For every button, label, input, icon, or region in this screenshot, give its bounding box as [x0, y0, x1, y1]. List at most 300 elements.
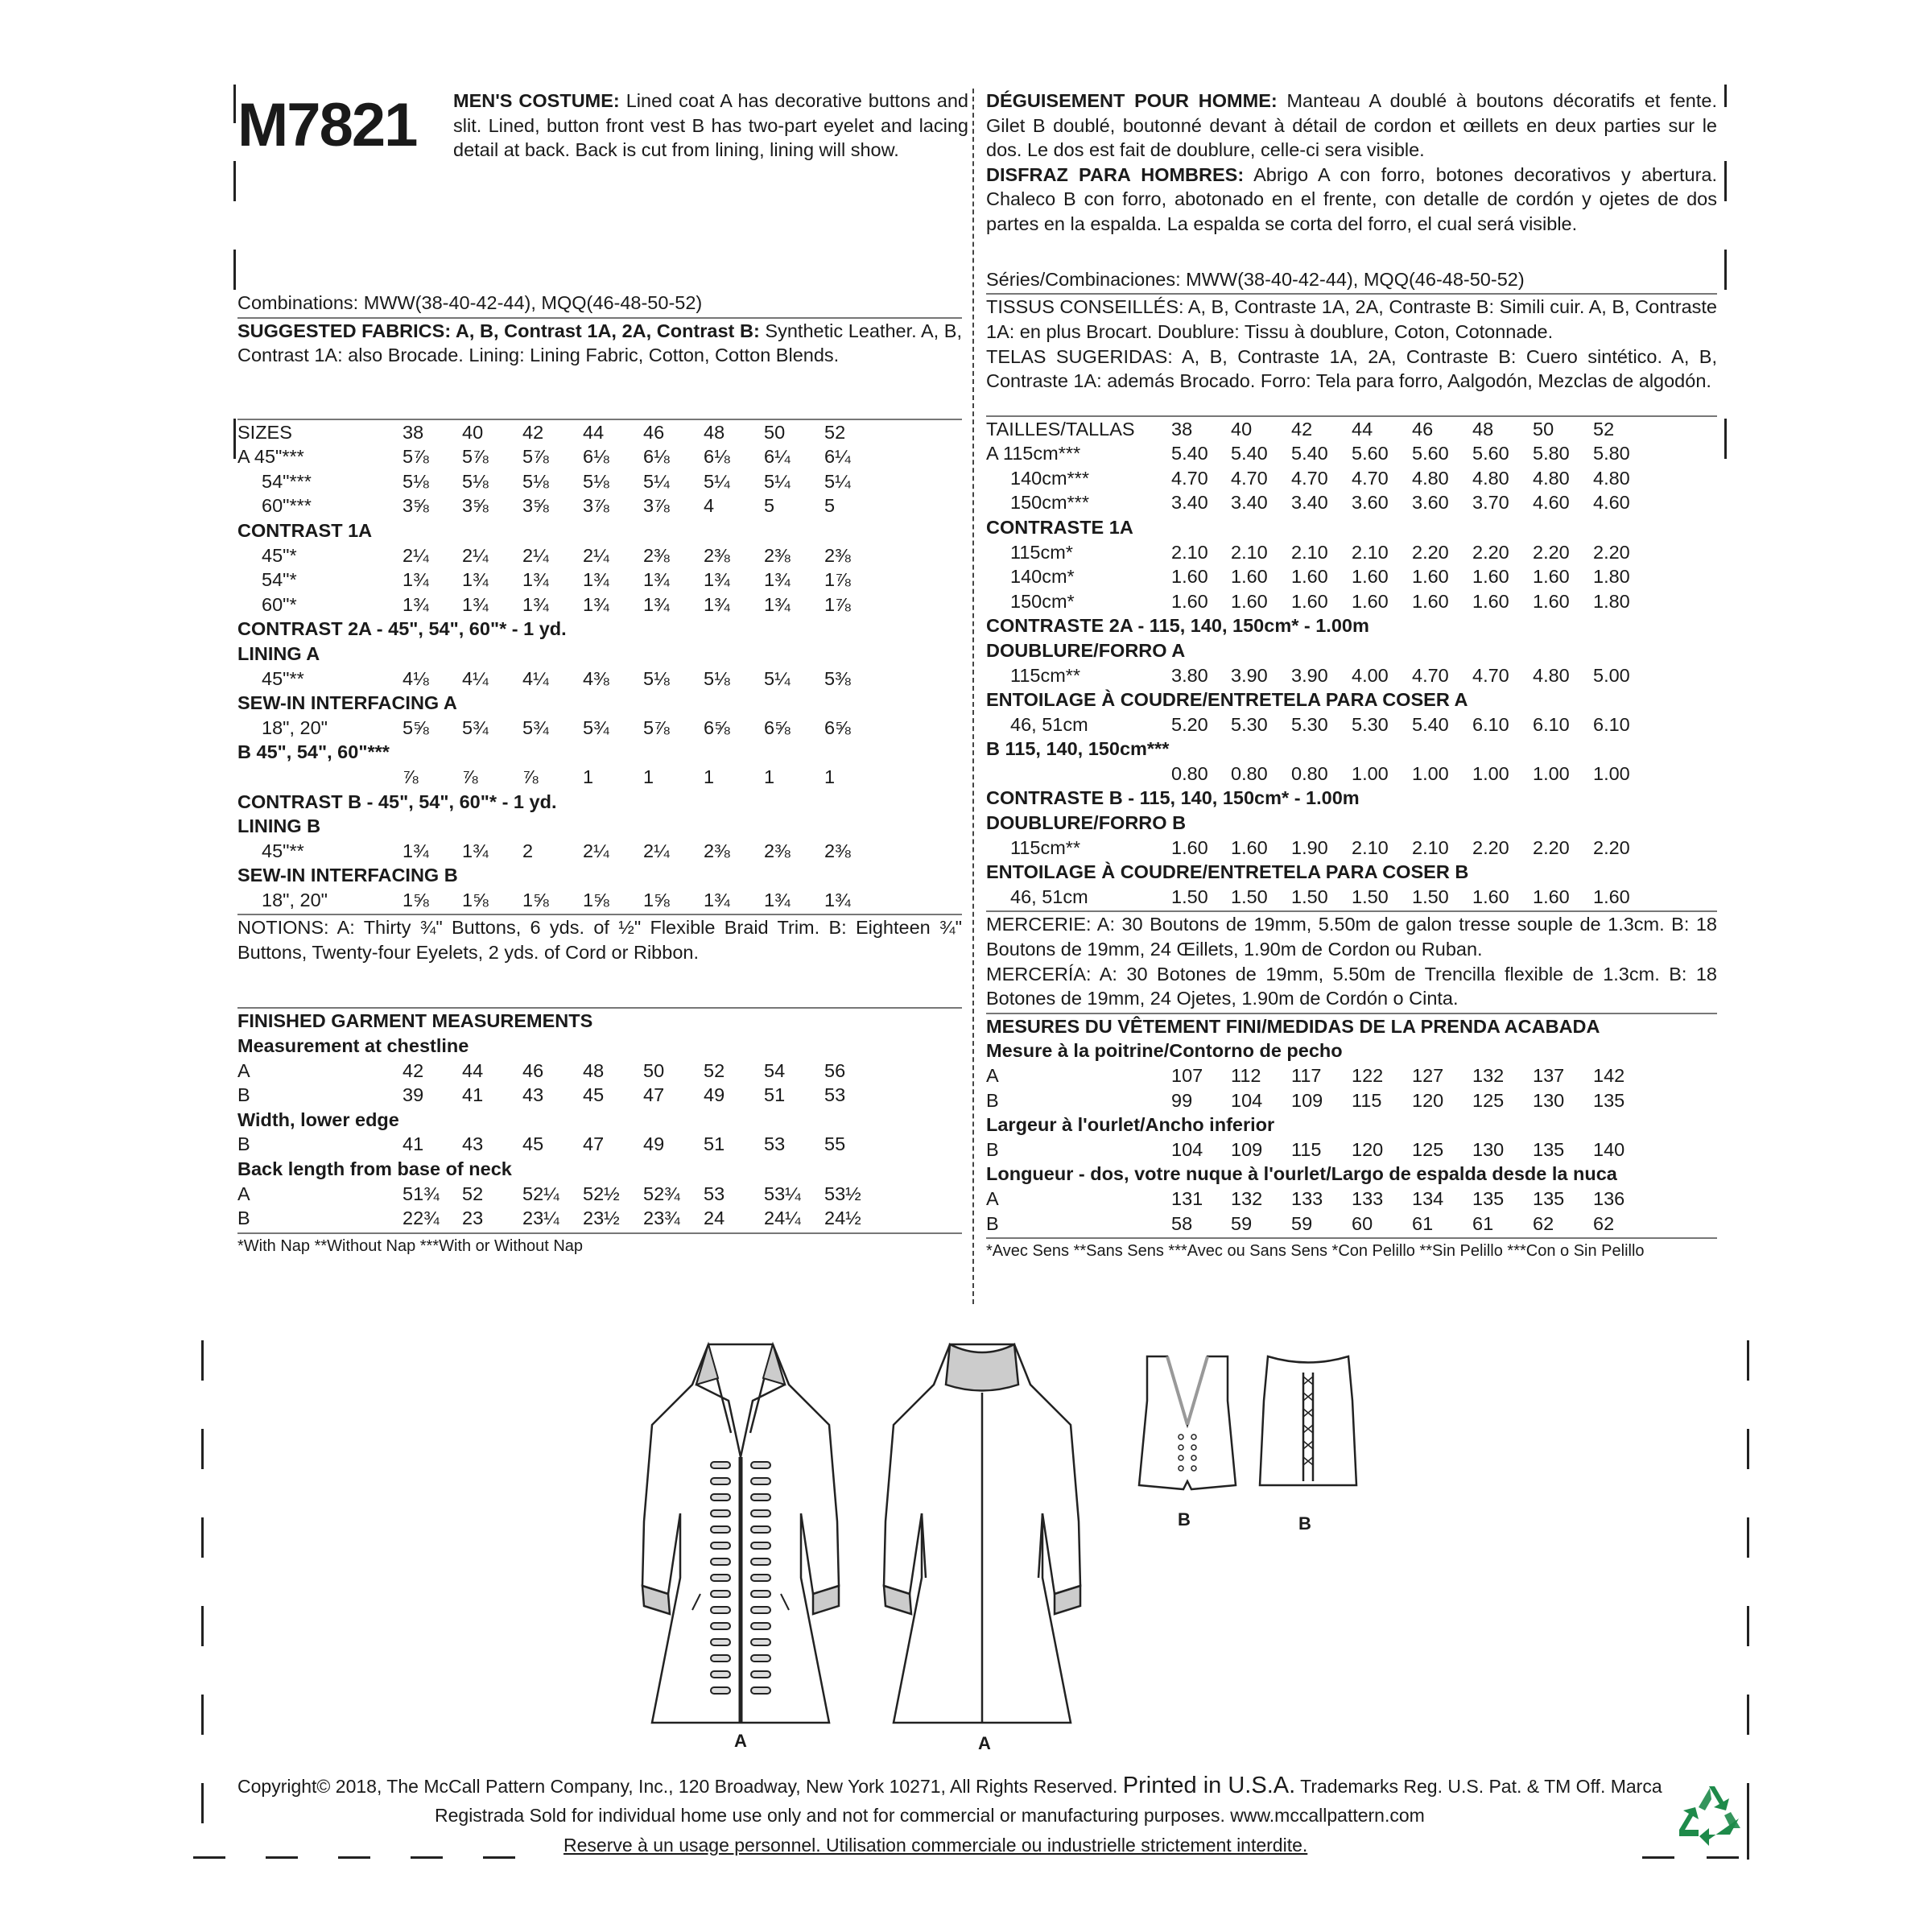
- cell-value: 5.30: [1291, 713, 1328, 735]
- cell-value: 24¼: [764, 1208, 801, 1229]
- cell-value: 1¾: [764, 593, 791, 615]
- cell-value: 1¾: [704, 569, 730, 591]
- header-size: 38: [1171, 418, 1193, 440]
- cell-value: 5¼: [764, 470, 791, 492]
- nap-note-fr: *Avec Sens **Sans Sens ***Avec ou Sans Sens *Con Pelillo **Sin Pelillo ***Con o Sin Pelillo: [986, 1242, 1645, 1261]
- french-use-line: Reserve à un usage personnel. Utilisation commerciale ou industrielle strictement interdite.: [564, 1835, 1308, 1856]
- row-label: 54"*: [262, 569, 297, 591]
- french-spanish-column: [986, 89, 1717, 1264]
- cell-value: 3⅞: [583, 495, 609, 517]
- cell-value: ⅞: [462, 766, 478, 787]
- row-label: CONTRAST 2A - 45", 54", 60"* - 1 yd.: [237, 618, 567, 640]
- cell-value: 5¾: [522, 716, 549, 738]
- cell-value: 5⅛: [462, 470, 489, 492]
- cell-value: 2⅜: [824, 544, 851, 566]
- cell-value: 24½: [824, 1208, 861, 1229]
- cell-value: 109: [1291, 1089, 1323, 1111]
- cell-value: 132: [1231, 1187, 1263, 1209]
- table-row: [237, 863, 962, 888]
- cell-value: 56: [824, 1059, 846, 1081]
- cell-value: 2.20: [1472, 541, 1509, 563]
- intro-english: MEN'S COSTUME: Lined coat A has decorative buttons and slit. Lined, button front vest B has two-part eyelet and lacing detail at back. Back is cut from lining, lining will show.: [453, 90, 969, 161]
- row-label: 115cm**: [1010, 836, 1081, 858]
- cell-value: 1.50: [1171, 886, 1208, 907]
- cell-value: 4.70: [1231, 467, 1268, 489]
- cell-value: 122: [1352, 1065, 1384, 1086]
- cell-value: 45: [522, 1133, 544, 1155]
- cell-value: 2⅜: [824, 840, 851, 861]
- cell-value: 1: [583, 766, 594, 787]
- cell-value: 2⅜: [764, 840, 791, 861]
- table-row: [237, 592, 962, 617]
- cell-value: 3⅝: [522, 495, 549, 517]
- table-row: [986, 1063, 1717, 1088]
- table-row: [237, 469, 962, 494]
- cell-value: 1.60: [1291, 590, 1328, 612]
- cell-value: 23½: [583, 1208, 620, 1229]
- cell-value: 2⅜: [643, 544, 670, 566]
- cell-value: 104: [1231, 1089, 1263, 1111]
- vest-back-illustration: [1252, 1352, 1364, 1497]
- cell-value: 140: [1593, 1138, 1625, 1160]
- header-size: 46: [643, 421, 665, 443]
- cell-value: 6.10: [1533, 713, 1570, 735]
- table-row: [237, 740, 962, 765]
- row-label: B: [986, 1138, 999, 1160]
- table-row: [986, 860, 1717, 885]
- cell-value: 61: [1412, 1212, 1434, 1234]
- cell-value: 23¾: [643, 1208, 680, 1229]
- row-label: 60"***: [262, 495, 312, 517]
- row-label: 54"***: [262, 470, 312, 492]
- cell-value: 51: [764, 1084, 786, 1106]
- cell-value: 5¼: [764, 667, 791, 689]
- cell-value: 125: [1412, 1138, 1444, 1160]
- cell-value: 5.80: [1593, 443, 1630, 464]
- home-use-line: Registrada Sold for individual home use only and not for commercial or manufacturing purposes. www.mccallpattern.com: [435, 1805, 1425, 1826]
- cell-value: 43: [522, 1084, 544, 1106]
- cell-value: 1.60: [1352, 590, 1389, 612]
- cell-value: 1.00: [1472, 762, 1509, 784]
- table-row: [237, 1132, 962, 1157]
- cell-value: 4.80: [1472, 467, 1509, 489]
- table-row: [986, 687, 1717, 712]
- cell-value: 5.40: [1291, 443, 1328, 464]
- cell-value: 1.50: [1231, 886, 1268, 907]
- row-label: 140cm*: [1010, 566, 1075, 588]
- cell-value: 1.60: [1472, 590, 1509, 612]
- cell-value: 1.60: [1231, 566, 1268, 588]
- cell-value: 135: [1533, 1187, 1565, 1209]
- row-label: B: [986, 1212, 999, 1234]
- cell-value: 137: [1533, 1065, 1565, 1086]
- cell-value: 1: [704, 766, 715, 787]
- cell-value: 5⅝: [402, 716, 429, 738]
- cell-value: 4⅜: [583, 667, 609, 689]
- cell-value: 4.70: [1171, 467, 1208, 489]
- row-label: 115cm*: [1010, 541, 1073, 563]
- cell-value: 0.80: [1231, 762, 1268, 784]
- table-row: [237, 765, 962, 790]
- cell-value: 4.00: [1352, 664, 1389, 686]
- cell-value: 2.20: [1593, 836, 1630, 858]
- header-label: TAILLES/TALLAS: [986, 418, 1135, 440]
- cell-value: 3.40: [1231, 492, 1268, 514]
- column-divider: [972, 89, 974, 1304]
- cell-value: 1⅝: [462, 889, 489, 910]
- table-row: [237, 493, 962, 518]
- row-label: ENTOILAGE À COUDRE/ENTRETELA PARA COSER A: [986, 689, 1468, 711]
- cell-value: 5⅛: [522, 470, 549, 492]
- cell-value: 1¾: [583, 593, 609, 615]
- cell-value: 1.50: [1291, 886, 1328, 907]
- table-row: [237, 543, 962, 568]
- cell-value: 49: [643, 1133, 665, 1155]
- cell-value: 4.60: [1533, 492, 1570, 514]
- cell-value: 0.80: [1171, 762, 1208, 784]
- header-label: SIZES: [237, 421, 292, 443]
- recycle-icon: [1674, 1783, 1744, 1847]
- row-label: SEW-IN INTERFACING B: [237, 865, 458, 886]
- cell-value: 2¼: [462, 544, 489, 566]
- table-row: [237, 1083, 962, 1108]
- cell-value: 1¾: [824, 889, 851, 910]
- table-row: [986, 737, 1717, 762]
- cell-value: 4.80: [1412, 467, 1449, 489]
- table-row: [237, 1108, 962, 1133]
- row-label: SEW-IN INTERFACING A: [237, 692, 457, 714]
- row-label: DOUBLURE/FORRO A: [986, 639, 1186, 661]
- cell-value: 5.00: [1593, 664, 1630, 686]
- cell-value: 1.60: [1171, 590, 1208, 612]
- cell-value: 5⅞: [643, 716, 670, 738]
- cell-value: 2¼: [643, 840, 670, 861]
- cell-value: 45: [583, 1084, 605, 1106]
- cell-value: 134: [1412, 1187, 1444, 1209]
- cell-value: 4: [704, 495, 715, 517]
- cell-value: 5¼: [643, 470, 670, 492]
- row-label: LINING A: [237, 642, 320, 664]
- cell-value: 3.40: [1291, 492, 1328, 514]
- cell-value: 135: [1533, 1138, 1565, 1160]
- cell-value: 59: [1231, 1212, 1253, 1234]
- cell-value: 1.80: [1593, 590, 1630, 612]
- cell-value: 1.60: [1412, 566, 1449, 588]
- coat-front-label: A: [734, 1731, 747, 1751]
- table-row: [986, 441, 1717, 466]
- merceria: MERCERÍA: A: 30 Botones de 19mm, 5.50m de Trencilla flexible de 1.3cm. B: 18 Botones de 19mm, 24 Ojetes, 1.90m de Cordón o Cinta.: [986, 963, 1717, 1009]
- cell-value: 1.80: [1593, 566, 1630, 588]
- table-row: [986, 1038, 1717, 1063]
- cell-value: 1.60: [1231, 836, 1268, 858]
- cell-value: 43: [462, 1133, 484, 1155]
- cell-value: 2¼: [522, 544, 549, 566]
- table-row: [986, 540, 1717, 565]
- cell-value: 3⅝: [462, 495, 489, 517]
- table-row: [986, 762, 1717, 786]
- cell-value: 47: [643, 1084, 665, 1106]
- cell-value: 6.10: [1472, 713, 1509, 735]
- cell-value: 1.00: [1412, 762, 1449, 784]
- header-size: 52: [1593, 418, 1615, 440]
- cell-value: 6¼: [824, 446, 851, 468]
- cell-value: 5⅞: [402, 446, 429, 468]
- table-row: [237, 1034, 962, 1059]
- cell-value: 2.10: [1352, 836, 1389, 858]
- cell-value: 142: [1593, 1065, 1625, 1086]
- cell-value: 3⅝: [402, 495, 429, 517]
- cell-value: 1¾: [764, 569, 791, 591]
- cell-value: 117: [1291, 1065, 1322, 1086]
- coat-back-illustration: [869, 1336, 1095, 1739]
- cell-value: 5⅞: [522, 446, 549, 468]
- cell-value: 3.60: [1412, 492, 1449, 514]
- cell-value: 1.60: [1593, 886, 1630, 907]
- nap-note: *With Nap **Without Nap ***With or Without Nap: [237, 1236, 584, 1255]
- finished-title: FINISHED GARMENT MEASUREMENTS: [237, 1010, 593, 1032]
- cell-value: 4.70: [1352, 467, 1389, 489]
- header-size: 40: [1231, 418, 1253, 440]
- cell-value: 22¾: [402, 1208, 440, 1229]
- pattern-number: M7821: [237, 91, 417, 159]
- mercerie: MERCERIE: A: 30 Boutons de 19mm, 5.50m de galon tresse souple de 1.3cm. B: 18 Boutons de 19mm, 24 Œillets, 1.90m de Cordon ou Ruban.: [986, 914, 1717, 960]
- cell-value: 127: [1412, 1065, 1444, 1086]
- table-row: [237, 444, 962, 469]
- cell-value: 1⅝: [643, 889, 670, 910]
- header-size: 44: [583, 421, 605, 443]
- cell-value: 135: [1593, 1089, 1625, 1111]
- cell-value: 3.40: [1171, 492, 1208, 514]
- table-row: [986, 811, 1717, 836]
- table-header-row: [237, 420, 962, 445]
- table-row: [237, 642, 962, 667]
- cell-value: 3.90: [1291, 664, 1328, 686]
- cell-value: 6⅝: [824, 716, 851, 738]
- cell-value: 4.60: [1593, 492, 1630, 514]
- cell-value: 1¾: [643, 569, 670, 591]
- cell-value: 3.60: [1352, 492, 1389, 514]
- cell-value: 5: [824, 495, 836, 517]
- header-size: 44: [1352, 418, 1373, 440]
- cell-value: 5.20: [1171, 713, 1208, 735]
- table-row: [986, 712, 1717, 737]
- table-row: [237, 518, 962, 543]
- cell-value: 44: [462, 1059, 484, 1081]
- cell-value: 2.10: [1231, 541, 1268, 563]
- table-row: [237, 568, 962, 592]
- row-label: Longueur - dos, votre nuque à l'ourlet/Largo de espalda desde la nuca: [986, 1163, 1617, 1185]
- cell-value: 109: [1231, 1138, 1263, 1160]
- table-row: [237, 814, 962, 839]
- cell-value: 5⅛: [704, 667, 730, 689]
- cell-value: 1¾: [522, 569, 549, 591]
- cell-value: 1: [643, 766, 654, 787]
- intro-spanish: DISFRAZ PARA HOMBRES: Abrigo A con forro, botones decorativos y abertura. Chaleco B con forro, abotonado en el frente, con detalle de cordón y ojetes de dos partes en la espalda. La espalda se corta del forro, el cual será visible.: [986, 163, 1718, 234]
- row-label: CONTRASTE 1A: [986, 516, 1133, 538]
- cell-value: 1¾: [402, 840, 429, 861]
- row-label: Largeur à l'ourlet/Ancho inferior: [986, 1114, 1275, 1136]
- cell-value: 2¼: [583, 544, 609, 566]
- header-size: 42: [1291, 418, 1313, 440]
- cell-value: 46: [522, 1059, 544, 1081]
- cell-value: 23¼: [522, 1208, 559, 1229]
- row-label: 18", 20": [262, 889, 328, 910]
- row-label: B: [237, 1084, 250, 1106]
- table-row: [237, 839, 962, 864]
- row-label: Measurement at chestline: [237, 1035, 469, 1057]
- cell-value: 1⅝: [583, 889, 609, 910]
- cell-value: 133: [1352, 1187, 1384, 1209]
- row-label: CONTRASTE 2A - 115, 140, 150cm* - 1.00m: [986, 615, 1369, 637]
- row-label: 46, 51cm: [1010, 713, 1088, 735]
- cell-value: 2¼: [583, 840, 609, 861]
- row-label: B 45", 54", 60"***: [237, 741, 390, 763]
- cell-value: 4.80: [1533, 467, 1570, 489]
- row-label: CONTRAST 1A: [237, 519, 373, 541]
- cell-value: 2.20: [1412, 541, 1449, 563]
- row-label: A: [986, 1065, 999, 1086]
- table-row: [986, 1212, 1717, 1236]
- row-label: Back length from base of neck: [237, 1158, 512, 1180]
- row-label: A: [237, 1059, 250, 1081]
- cell-value: 5⅛: [402, 470, 429, 492]
- combinations: Combinations: MWW(38-40-42-44), MQQ(46-48-50-52): [237, 292, 703, 313]
- cell-value: ⅞: [402, 766, 419, 787]
- cell-value: 1¾: [704, 889, 730, 910]
- row-label: LINING B: [237, 815, 321, 837]
- cell-value: 115: [1291, 1138, 1322, 1160]
- cell-value: 2⅜: [704, 544, 730, 566]
- cell-value: 58: [1171, 1212, 1193, 1234]
- cell-value: 51¾: [402, 1183, 440, 1204]
- cell-value: 3.80: [1171, 664, 1208, 686]
- cell-value: 5.40: [1231, 443, 1268, 464]
- cell-value: 1.00: [1593, 762, 1630, 784]
- cell-value: 4¼: [462, 667, 489, 689]
- cell-value: 24: [704, 1208, 725, 1229]
- row-label: 18", 20": [262, 716, 328, 738]
- cell-value: 1¾: [704, 593, 730, 615]
- cell-value: 107: [1171, 1065, 1203, 1086]
- row-label: 46, 51cm: [1010, 886, 1088, 907]
- fabrics-es: TELAS SUGERIDAS: A, B, Contraste 1A, 2A, Contraste B: Cuero sintético. A, B, Contraste 1A: además Brocado. Forro: Tela para forro, Aalgodón, Mezclas de algodón.: [986, 345, 1717, 392]
- cell-value: 104: [1171, 1138, 1203, 1160]
- cell-value: 1¾: [462, 840, 489, 861]
- cell-value: 1¾: [402, 569, 429, 591]
- cell-value: 1¾: [643, 593, 670, 615]
- cell-value: 5.40: [1412, 713, 1449, 735]
- cell-value: 1.60: [1472, 886, 1509, 907]
- cell-value: 3.70: [1472, 492, 1509, 514]
- row-label: A: [986, 1187, 999, 1209]
- cell-value: 4⅛: [402, 667, 429, 689]
- cell-value: 5¼: [704, 470, 730, 492]
- cell-value: 2¼: [402, 544, 429, 566]
- table-row: [986, 613, 1717, 638]
- cell-value: 60: [1352, 1212, 1373, 1234]
- cell-value: 1.60: [1291, 566, 1328, 588]
- cell-value: 0.80: [1291, 762, 1328, 784]
- cell-value: 39: [402, 1084, 424, 1106]
- cell-value: 2⅜: [704, 840, 730, 861]
- suggested-fabrics: SUGGESTED FABRICS: A, B, Contrast 1A, 2A, Contrast B: Synthetic Leather. A, B, Contrast 1A: also Brocade. Lining: Lining Fabric, Cotton, Cotton Blends.: [237, 320, 962, 366]
- cell-value: 1.60: [1533, 886, 1570, 907]
- finished-measurements-fr: [986, 1038, 1717, 1236]
- row-label: Width, lower edge: [237, 1108, 399, 1130]
- row-label: A 45"***: [237, 446, 304, 468]
- cell-value: 5.60: [1352, 443, 1389, 464]
- combinations-fr: Séries/Combinaciones: MWW(38-40-42-44), MQQ(46-48-50-52): [986, 268, 1525, 290]
- table-header-row: [986, 417, 1717, 442]
- table-row: [986, 1113, 1717, 1137]
- table-row: [986, 786, 1717, 811]
- table-row: [237, 691, 962, 716]
- row-label: CONTRAST B - 45", 54", 60"* - 1 yd.: [237, 791, 557, 812]
- cell-value: 130: [1533, 1089, 1565, 1111]
- table-row: [986, 589, 1717, 614]
- cell-value: 62: [1533, 1212, 1554, 1234]
- cell-value: 5.30: [1352, 713, 1389, 735]
- cell-value: 5¾: [462, 716, 489, 738]
- table-row: [986, 638, 1717, 663]
- cell-value: 120: [1352, 1138, 1384, 1160]
- table-row: [237, 1206, 962, 1231]
- cell-value: 54: [764, 1059, 786, 1081]
- table-row: [237, 1157, 962, 1182]
- row-label: Mesure à la poitrine/Contorno de pecho: [986, 1040, 1343, 1062]
- row-label: [986, 762, 1171, 786]
- cell-value: 5⅛: [643, 667, 670, 689]
- cell-value: 5.60: [1412, 443, 1449, 464]
- cell-value: 1.60: [1352, 566, 1389, 588]
- cell-value: 112: [1231, 1065, 1261, 1086]
- cell-value: 2.20: [1533, 541, 1570, 563]
- row-label: B: [237, 1133, 250, 1155]
- cell-value: 5⅞: [462, 446, 489, 468]
- header-size: 38: [402, 421, 424, 443]
- cell-value: 1.60: [1231, 590, 1268, 612]
- row-label: DOUBLURE/FORRO B: [986, 812, 1187, 834]
- cell-value: 52¼: [522, 1183, 559, 1204]
- cell-value: 1.60: [1533, 590, 1570, 612]
- cell-value: 53: [704, 1183, 725, 1204]
- cell-value: 5¼: [824, 470, 851, 492]
- table-row: [986, 515, 1717, 540]
- header-size: 48: [1472, 418, 1494, 440]
- cell-value: 52½: [583, 1183, 620, 1204]
- table-row: [986, 490, 1717, 515]
- cell-value: 4.70: [1412, 664, 1449, 686]
- header-size: 50: [764, 421, 786, 443]
- cell-value: 135: [1472, 1187, 1505, 1209]
- row-label: 150cm***: [1010, 492, 1089, 514]
- cell-value: 5⅛: [583, 470, 609, 492]
- cell-value: 6¼: [764, 446, 791, 468]
- vest-front-illustration: [1131, 1352, 1244, 1497]
- table-row: [986, 1187, 1717, 1212]
- cell-value: 53½: [824, 1183, 861, 1204]
- cell-value: 42: [402, 1059, 424, 1081]
- cell-value: 1.60: [1412, 590, 1449, 612]
- cell-value: 131: [1171, 1187, 1203, 1209]
- cell-value: 132: [1472, 1065, 1505, 1086]
- row-label: 45"*: [262, 544, 297, 566]
- cell-value: 59: [1291, 1212, 1313, 1234]
- cell-value: 47: [583, 1133, 605, 1155]
- cell-value: 5¾: [583, 716, 609, 738]
- cell-value: 2.10: [1171, 541, 1208, 563]
- cell-value: 120: [1412, 1089, 1444, 1111]
